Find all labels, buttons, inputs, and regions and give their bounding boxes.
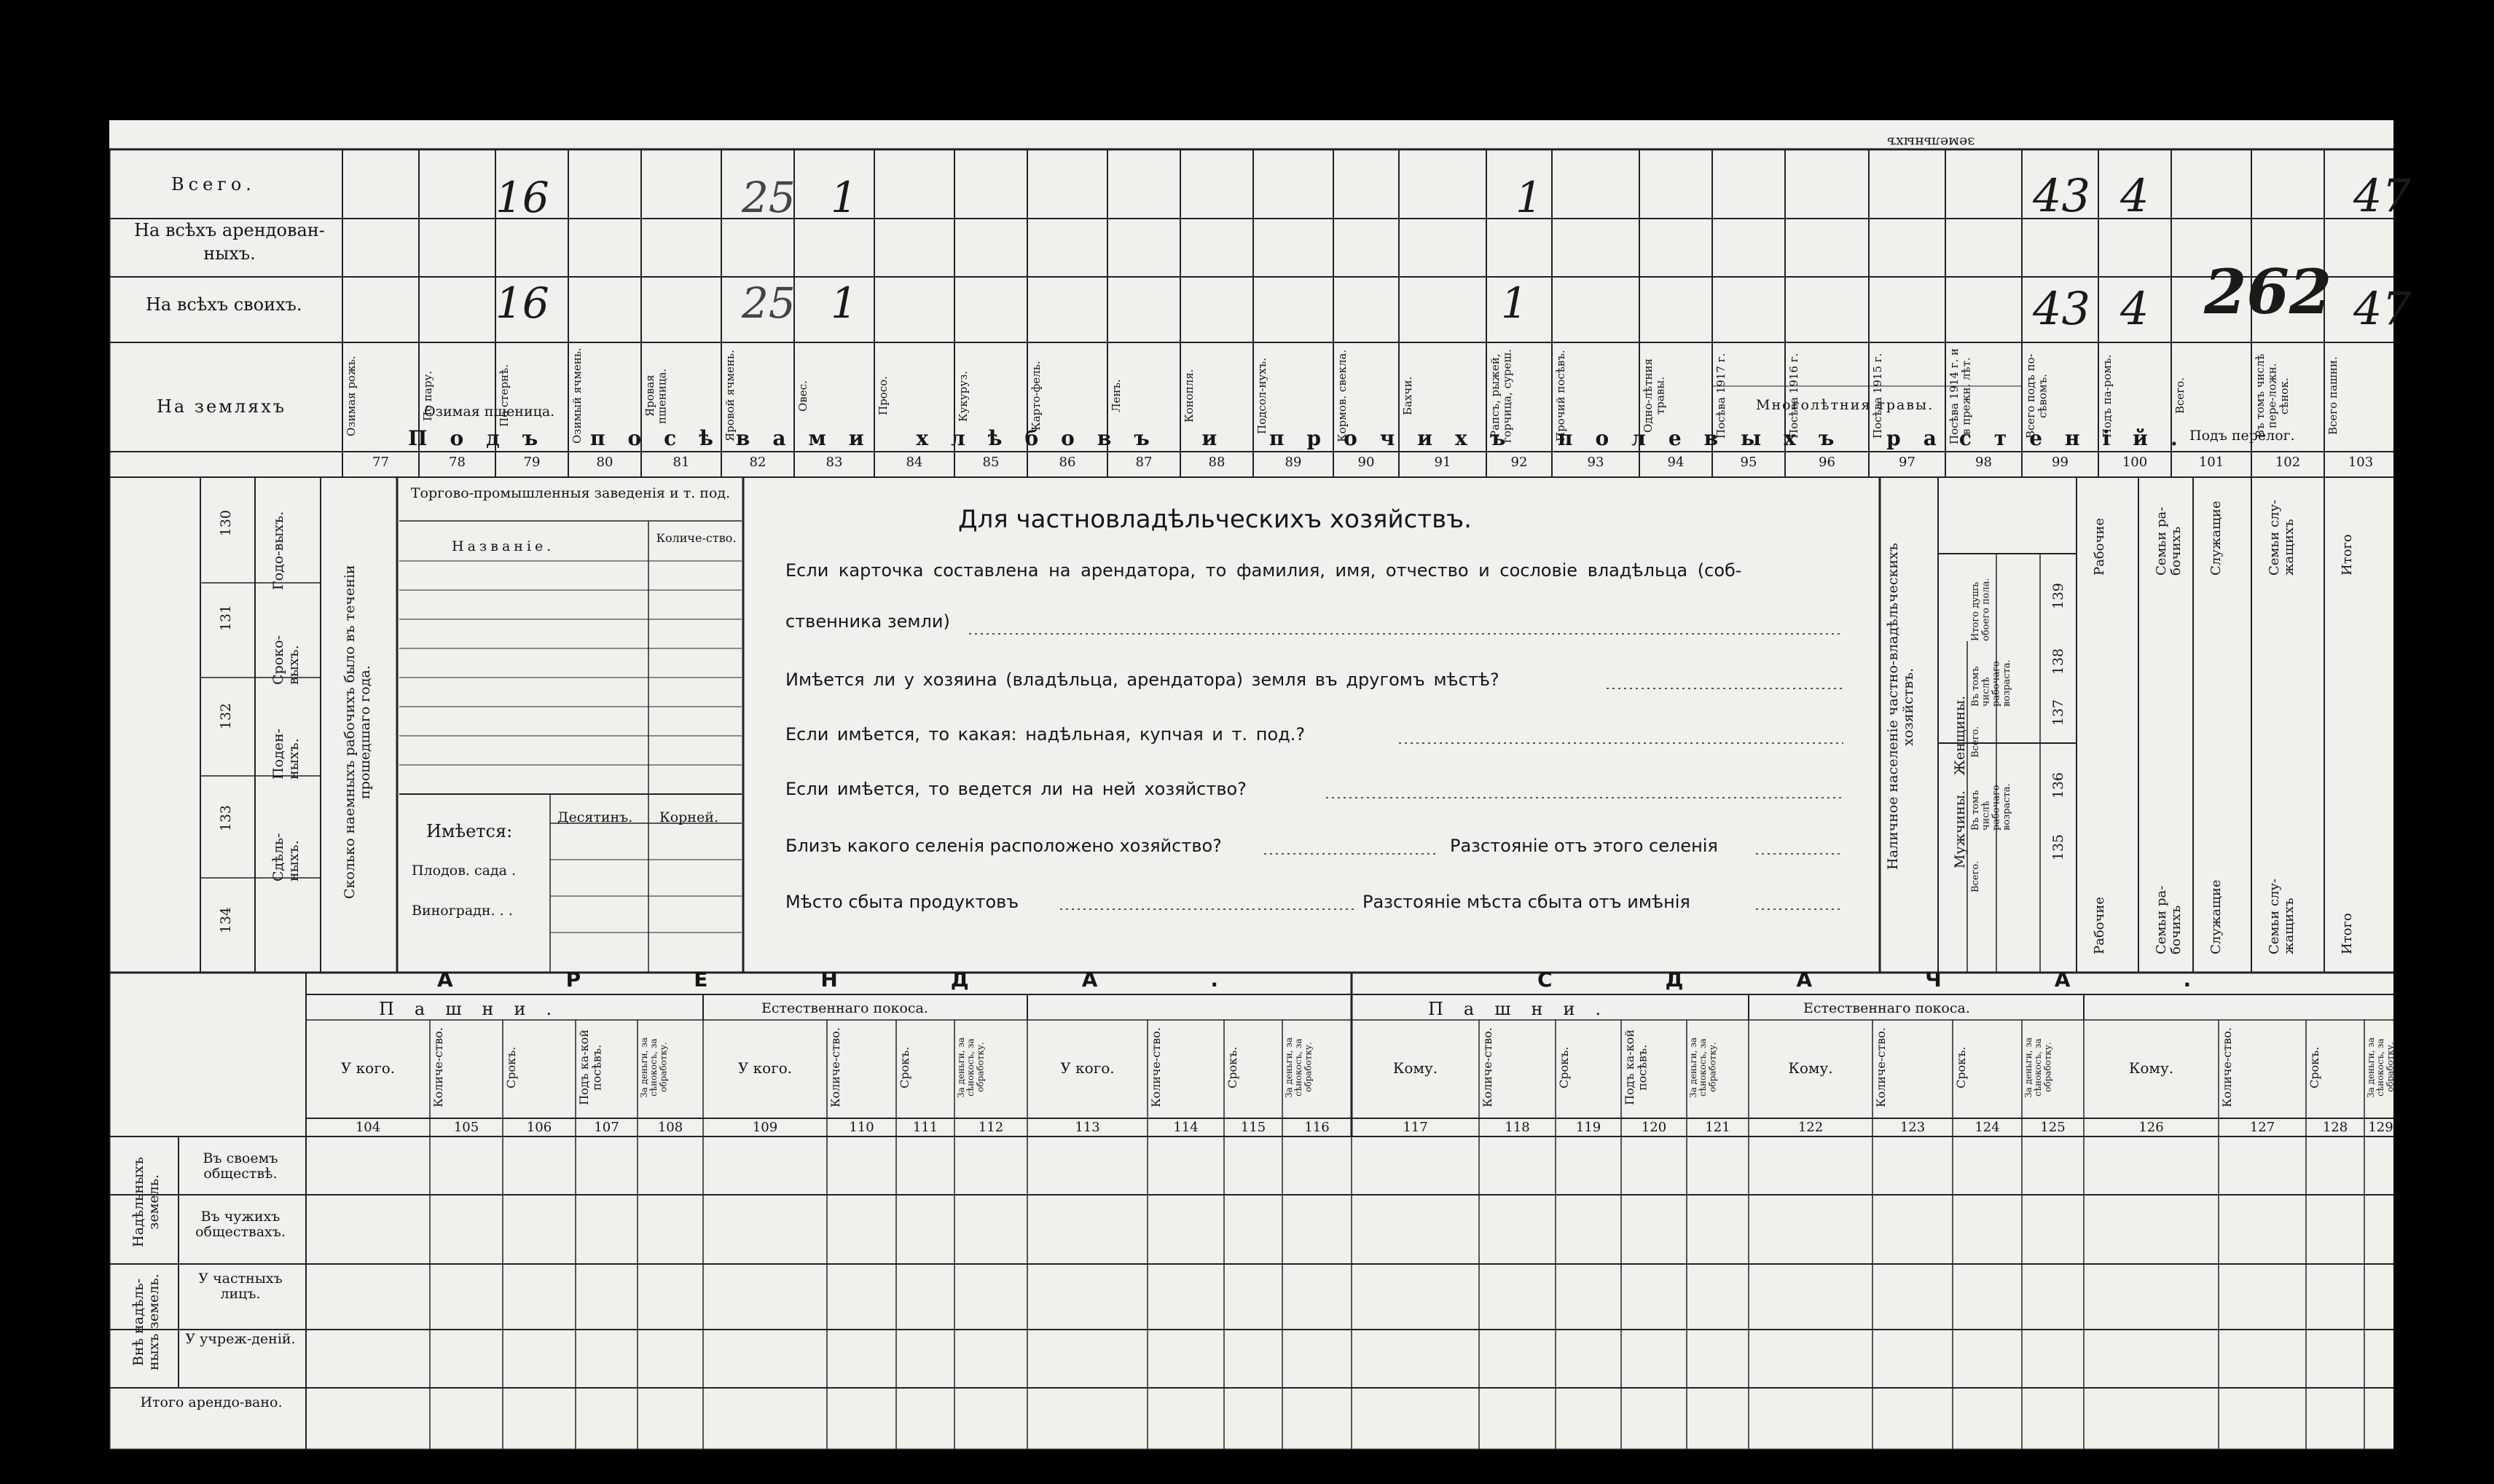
lease-num-123: 123 [1899, 1120, 1926, 1135]
crop-header-93: Прочий посѣвъ. [1554, 350, 1567, 442]
staff-col-top-1: Семьи ра-бочихъ [2154, 506, 2184, 576]
crop-num-97: 97 [1899, 455, 1915, 470]
question-village-distance: Разстоянiе отъ этого селенiя [1450, 836, 1718, 856]
hw-total-99: 43 [2033, 169, 2090, 222]
pop-num-137: 137 [2050, 699, 2066, 726]
row-label-lands: На земляхъ [157, 396, 287, 417]
hw-own-101: 262 [2204, 256, 2332, 328]
lease-head-123: Количе-ство. [1874, 1027, 1888, 1107]
crop-num-82: 82 [749, 455, 766, 470]
sdacha-pashni: Пашни. [1428, 999, 1622, 1019]
hw-own-103: 47 [2353, 282, 2411, 335]
crop-num-91: 91 [1434, 455, 1451, 470]
arenda-hay: Естественнаго покоса. [761, 1000, 928, 1016]
lease-num-115: 115 [1240, 1120, 1266, 1135]
lease-head-122: Кому. [1788, 1059, 1833, 1077]
lease-num-110: 110 [849, 1120, 874, 1135]
lease-head-110: Количе-ство. [828, 1027, 842, 1107]
lease-head-120: Подъ ка-кой посѣвъ. [1623, 1029, 1650, 1105]
row-label-own: На всѣхъ своихъ. [146, 294, 302, 315]
hired-workers-label: Сколько наемныхъ рабочихъ было въ теченiи прошедшаго года. [342, 565, 373, 900]
crop-header-99: Всего подъ по-сѣвомъ. [2024, 353, 2050, 439]
crop-num-95: 95 [1740, 455, 1757, 470]
crop-header-77: Озимая рожь. [345, 356, 358, 436]
lease-head-117: Кому. [1392, 1059, 1438, 1077]
lease-head-118: Количе-ство. [1481, 1027, 1494, 1107]
nadel-group-label: Надѣльныхъ земель. [130, 1156, 162, 1248]
arenda-banner: АРЕНДА. [437, 967, 1331, 992]
crop-num-81: 81 [672, 455, 690, 470]
question-owner-cont: ственника земли) [785, 611, 950, 632]
pop-num-135: 135 [2050, 834, 2066, 861]
left-label-annual: Годо-выхъ. [270, 511, 286, 590]
crop-header-79: По стернѣ. [498, 364, 511, 428]
hw-own-82: 25 [742, 278, 796, 328]
lease-head-129: За деньги, за сѣнокосъ, за обработку. [2366, 1037, 2396, 1098]
row-label-total: Всего. [171, 174, 256, 195]
left-label-daily: Поден-ныхъ. [270, 728, 302, 780]
crop-num-86: 86 [1059, 455, 1076, 470]
crop-header-92: Рапсъ, рыжей, горчица, суреш. [1489, 349, 1514, 443]
lease-head-106: Срокъ. [504, 1046, 518, 1088]
staff-col-top-0: Рабочие [2092, 517, 2107, 576]
crop-num-90: 90 [1357, 455, 1375, 470]
crop-header-95: Посѣва 1917 г. [1714, 353, 1728, 439]
lease-head-126: Кому. [2128, 1059, 2174, 1077]
crop-header-90: Кормов. свекла. [1336, 349, 1349, 443]
arenda-pashni: Пашни. [379, 999, 573, 1019]
tab-label: земельныхъ [1887, 133, 1975, 150]
crop-header-81: Яровая пшеница. [643, 368, 669, 424]
left-label-piecework: Сдѣль-ныхъ. [270, 833, 302, 882]
crop-num-83: 83 [826, 455, 843, 470]
orchard-label: Плодов. сада . [412, 863, 517, 879]
men-label: Мужчины. [1952, 790, 1968, 869]
row-other-community: Въ чужихъ обществахъ. [195, 1209, 286, 1240]
winter-wheat-group: Озимая пшеница. [424, 404, 555, 420]
crop-num-93: 93 [1587, 455, 1604, 470]
perennial-grass-label: Многолѣтния травы. [1756, 397, 1934, 413]
pop-label-138: Въ томъ числѣ рабочаго возраста. [1970, 659, 2012, 707]
question-owner: Если карточка составлена на арендатора, то фамилия, имя, отчество и сословiе владѣльца (соб- [785, 560, 1742, 581]
trade-qty-header: Количе-ство. [656, 531, 737, 545]
crop-num-98: 98 [1975, 455, 1992, 470]
lease-num-128: 128 [2322, 1120, 2348, 1135]
staff-col-top-3: Семьи слу-жащихъ [2267, 499, 2297, 576]
row-total-leased: Итого арендо-вано. [140, 1394, 283, 1410]
crop-num-85: 85 [982, 455, 1000, 470]
crop-num-99: 99 [2052, 455, 2068, 470]
sdacha-banner: СДАЧА. [1537, 967, 2305, 992]
hw-total-82: 25 [742, 173, 796, 222]
staff-col-bot-0: Рабочие [2092, 896, 2107, 954]
lease-head-125: За деньги, за сѣнокосъ, за обработку. [2023, 1037, 2053, 1098]
lease-head-111: Срокъ. [898, 1046, 911, 1088]
crop-num-77: 77 [372, 455, 389, 470]
lease-head-114: Количе-ство. [1149, 1027, 1163, 1107]
crop-header-84: Просо. [877, 376, 890, 416]
crop-header-103: Всего пашни. [2326, 356, 2340, 436]
lease-head-116: За деньги, за сѣнокосъ, за обработку. [1284, 1037, 1314, 1098]
row-label-rented: На всѣхъ арендован-ныхъ. [134, 220, 325, 264]
lease-num-118: 118 [1505, 1120, 1530, 1135]
lease-head-124: Срокъ. [1954, 1046, 1968, 1088]
crop-num-94: 94 [1667, 455, 1685, 470]
lease-num-116: 116 [1304, 1120, 1330, 1135]
hw-own-92: 1 [1501, 278, 1528, 328]
hw-own-99: 43 [2033, 282, 2090, 335]
row-institutions: У учреж-денiй. [185, 1331, 296, 1347]
crop-num-96: 96 [1819, 455, 1835, 470]
crop-num-84: 84 [906, 455, 923, 470]
crop-num-89: 89 [1285, 455, 1302, 470]
question-village: Близъ какого селенiя расположено хозяйство? [785, 836, 1222, 856]
staff-col-bot-2: Служащие [2208, 879, 2224, 954]
sdacha-hay: Естественнаго покоса. [1803, 1000, 1970, 1016]
crop-num-100: 100 [2122, 455, 2148, 470]
left-num-130: 130 [218, 510, 234, 537]
lease-num-107: 107 [594, 1120, 619, 1135]
lease-num-124: 124 [1975, 1120, 2000, 1135]
lease-num-126: 126 [2138, 1120, 2164, 1135]
crop-header-100: Подъ па-ромъ. [2101, 354, 2114, 438]
lease-head-108: За деньги, за сѣнокосъ, за обработку. [639, 1037, 669, 1098]
crop-header-97: Посѣва 1915 г. [1871, 353, 1884, 439]
crop-header-85: Кукуруз. [957, 370, 970, 422]
hw-total-100: 4 [2120, 169, 2149, 222]
dessiatin-header: Десятинъ. [557, 809, 633, 825]
hw-own-83: 1 [831, 278, 858, 328]
crop-header-102: Въ томъ числѣ пере-ложн. сѣнок. [2254, 353, 2291, 439]
crop-num-88: 88 [1208, 455, 1226, 470]
crop-header-78: По пару. [421, 370, 434, 422]
left-label-term: Сроко-выхъ. [270, 635, 302, 685]
women-label: Женщины. [1952, 696, 1968, 776]
staff-col-bot-1: Семьи ра-бочихъ [2154, 885, 2184, 954]
lease-head-115: Срокъ. [1226, 1046, 1239, 1088]
lease-head-109: У кого. [737, 1059, 793, 1077]
lease-num-112: 112 [978, 1120, 1004, 1135]
hw-total-79: 16 [495, 173, 549, 222]
left-num-132: 132 [218, 703, 234, 730]
pop-num-138: 138 [2050, 648, 2066, 675]
crop-header-98: Посѣва 1914 г. и в прежн. лѣт. [1948, 348, 1973, 444]
lease-num-129: 129 [2368, 1120, 2393, 1135]
lease-num-108: 108 [657, 1120, 683, 1135]
crop-num-102: 102 [2275, 455, 2301, 470]
crops-banner: Подъ посѣвами хлѣбовъ и прочихъ полевыхъ растеній. [408, 426, 2200, 450]
lease-num-111: 111 [912, 1120, 938, 1135]
vineyard-label: Виноградн. . . [412, 903, 513, 919]
lease-num-121: 121 [1705, 1120, 1730, 1135]
crop-num-87: 87 [1135, 455, 1153, 470]
question-market-distance: Разстоянiе мѣста сбыта отъ имѣнiя [1362, 892, 1690, 912]
hw-own-100: 4 [2120, 282, 2149, 335]
left-num-133: 133 [218, 805, 234, 832]
lease-head-105: Количе-ство. [431, 1027, 445, 1107]
pop-label-139: Итого душъ обоего пола. [1970, 578, 1992, 641]
lease-num-117: 117 [1403, 1120, 1428, 1135]
crop-header-101: Всего. [2173, 377, 2187, 415]
hw-total-83: 1 [831, 173, 858, 222]
crop-header-80: Озимый ячмень. [570, 348, 584, 444]
population-label: Наличное населенiе частно-владѣльческихъ хозяйствъ. [1885, 543, 1916, 871]
lease-head-127: Количе-ство. [2220, 1027, 2234, 1107]
lease-head-112: За деньги, за сѣнокосъ, за обработку. [956, 1037, 986, 1098]
trade-name-header: Названiе. [452, 538, 555, 554]
staff-col-top-4: Итого [2340, 534, 2355, 576]
lease-num-104: 104 [355, 1120, 381, 1135]
lease-head-104: У кого. [340, 1059, 396, 1077]
question-market: Мѣсто сбыта продуктовъ [785, 892, 1019, 912]
left-num-131: 131 [218, 605, 234, 632]
pop-label-137: Всего. [1970, 726, 1981, 758]
question-other-land: Имѣется ли у хозяина (владѣльца, арендатора) земля въ другомъ мѣстѣ? [785, 670, 1499, 690]
crop-header-89: Подсол-нухъ. [1255, 358, 1268, 434]
staff-col-bot-4: Итого [2340, 913, 2355, 954]
crop-header-86: Карто-фель. [1030, 361, 1043, 431]
row-private-persons: У частныхъ лицъ. [198, 1271, 283, 1302]
lease-num-105: 105 [453, 1120, 479, 1135]
lease-head-113: У кого. [1060, 1059, 1115, 1077]
left-num-134: 134 [218, 907, 234, 934]
fallow-label: Подъ перелог. [2189, 428, 2295, 444]
pop-label-135: Всего. [1970, 860, 1981, 892]
lease-num-125: 125 [2040, 1120, 2066, 1135]
row-own-community: Въ своемъ обществѣ. [203, 1150, 278, 1182]
question-land-type: Если имѣется, то какая: надѣльная, купчая и т. под.? [785, 724, 1306, 745]
lease-num-109: 109 [752, 1120, 778, 1135]
has-label: Имѣется: [426, 821, 513, 841]
lease-num-113: 113 [1075, 1120, 1100, 1135]
hw-total-103: 47 [2353, 169, 2411, 222]
crop-header-91: Бахчи. [1401, 376, 1414, 416]
pop-num-139: 139 [2050, 583, 2066, 610]
staff-col-top-2: Служащие [2208, 500, 2224, 576]
crop-header-83: Овес. [796, 380, 809, 412]
lease-num-119: 119 [1575, 1120, 1601, 1135]
roots-header: Корней. [659, 809, 718, 825]
hw-own-79: 16 [495, 278, 549, 328]
hw-total-92: 1 [1515, 173, 1542, 222]
lease-head-107: Подъ ка-кой посѣвъ. [577, 1029, 604, 1105]
lease-num-127: 127 [2249, 1120, 2275, 1135]
crop-header-87: Ленъ. [1110, 379, 1123, 413]
crop-num-92: 92 [1510, 455, 1528, 470]
trade-title: Торгово-промышленныя заведенiя и т. под. [410, 485, 731, 501]
question-farming: Если имѣется, то ведется ли на ней хозяйство? [785, 779, 1247, 799]
crop-num-78: 78 [449, 455, 466, 470]
lease-head-128: Срокъ. [2307, 1046, 2321, 1088]
crop-header-88: Конопля. [1183, 369, 1196, 423]
private-farms-title: Для частновладѣльческихъ хозяйствъ. [958, 505, 1472, 534]
crop-num-103: 103 [2348, 455, 2374, 470]
lease-num-120: 120 [1641, 1120, 1667, 1135]
lease-num-106: 106 [526, 1120, 552, 1135]
crop-header-94: Одно-лѣтния травы. [1642, 358, 1667, 433]
crop-num-101: 101 [2198, 455, 2224, 470]
lease-head-121: За деньги, за сѣнокосъ, за обработку. [1688, 1037, 1718, 1098]
pop-num-136: 136 [2050, 772, 2066, 799]
lease-head-119: Срокъ. [1557, 1046, 1571, 1088]
crop-num-79: 79 [523, 455, 541, 470]
lease-num-114: 114 [1173, 1120, 1199, 1135]
staff-col-bot-3: Семьи слу-жащихъ [2267, 878, 2297, 954]
lease-num-122: 122 [1797, 1120, 1824, 1135]
crop-header-96: Посѣва 1916 г. [1787, 353, 1800, 439]
crop-num-80: 80 [596, 455, 613, 470]
vne-group-label: Внѣ надѣль-ныхъ земель. [130, 1273, 162, 1371]
crop-header-82: Яровой ячмень. [724, 350, 737, 442]
pop-label-136: Въ томъ числѣ рабочаго возраста. [1970, 783, 2012, 831]
